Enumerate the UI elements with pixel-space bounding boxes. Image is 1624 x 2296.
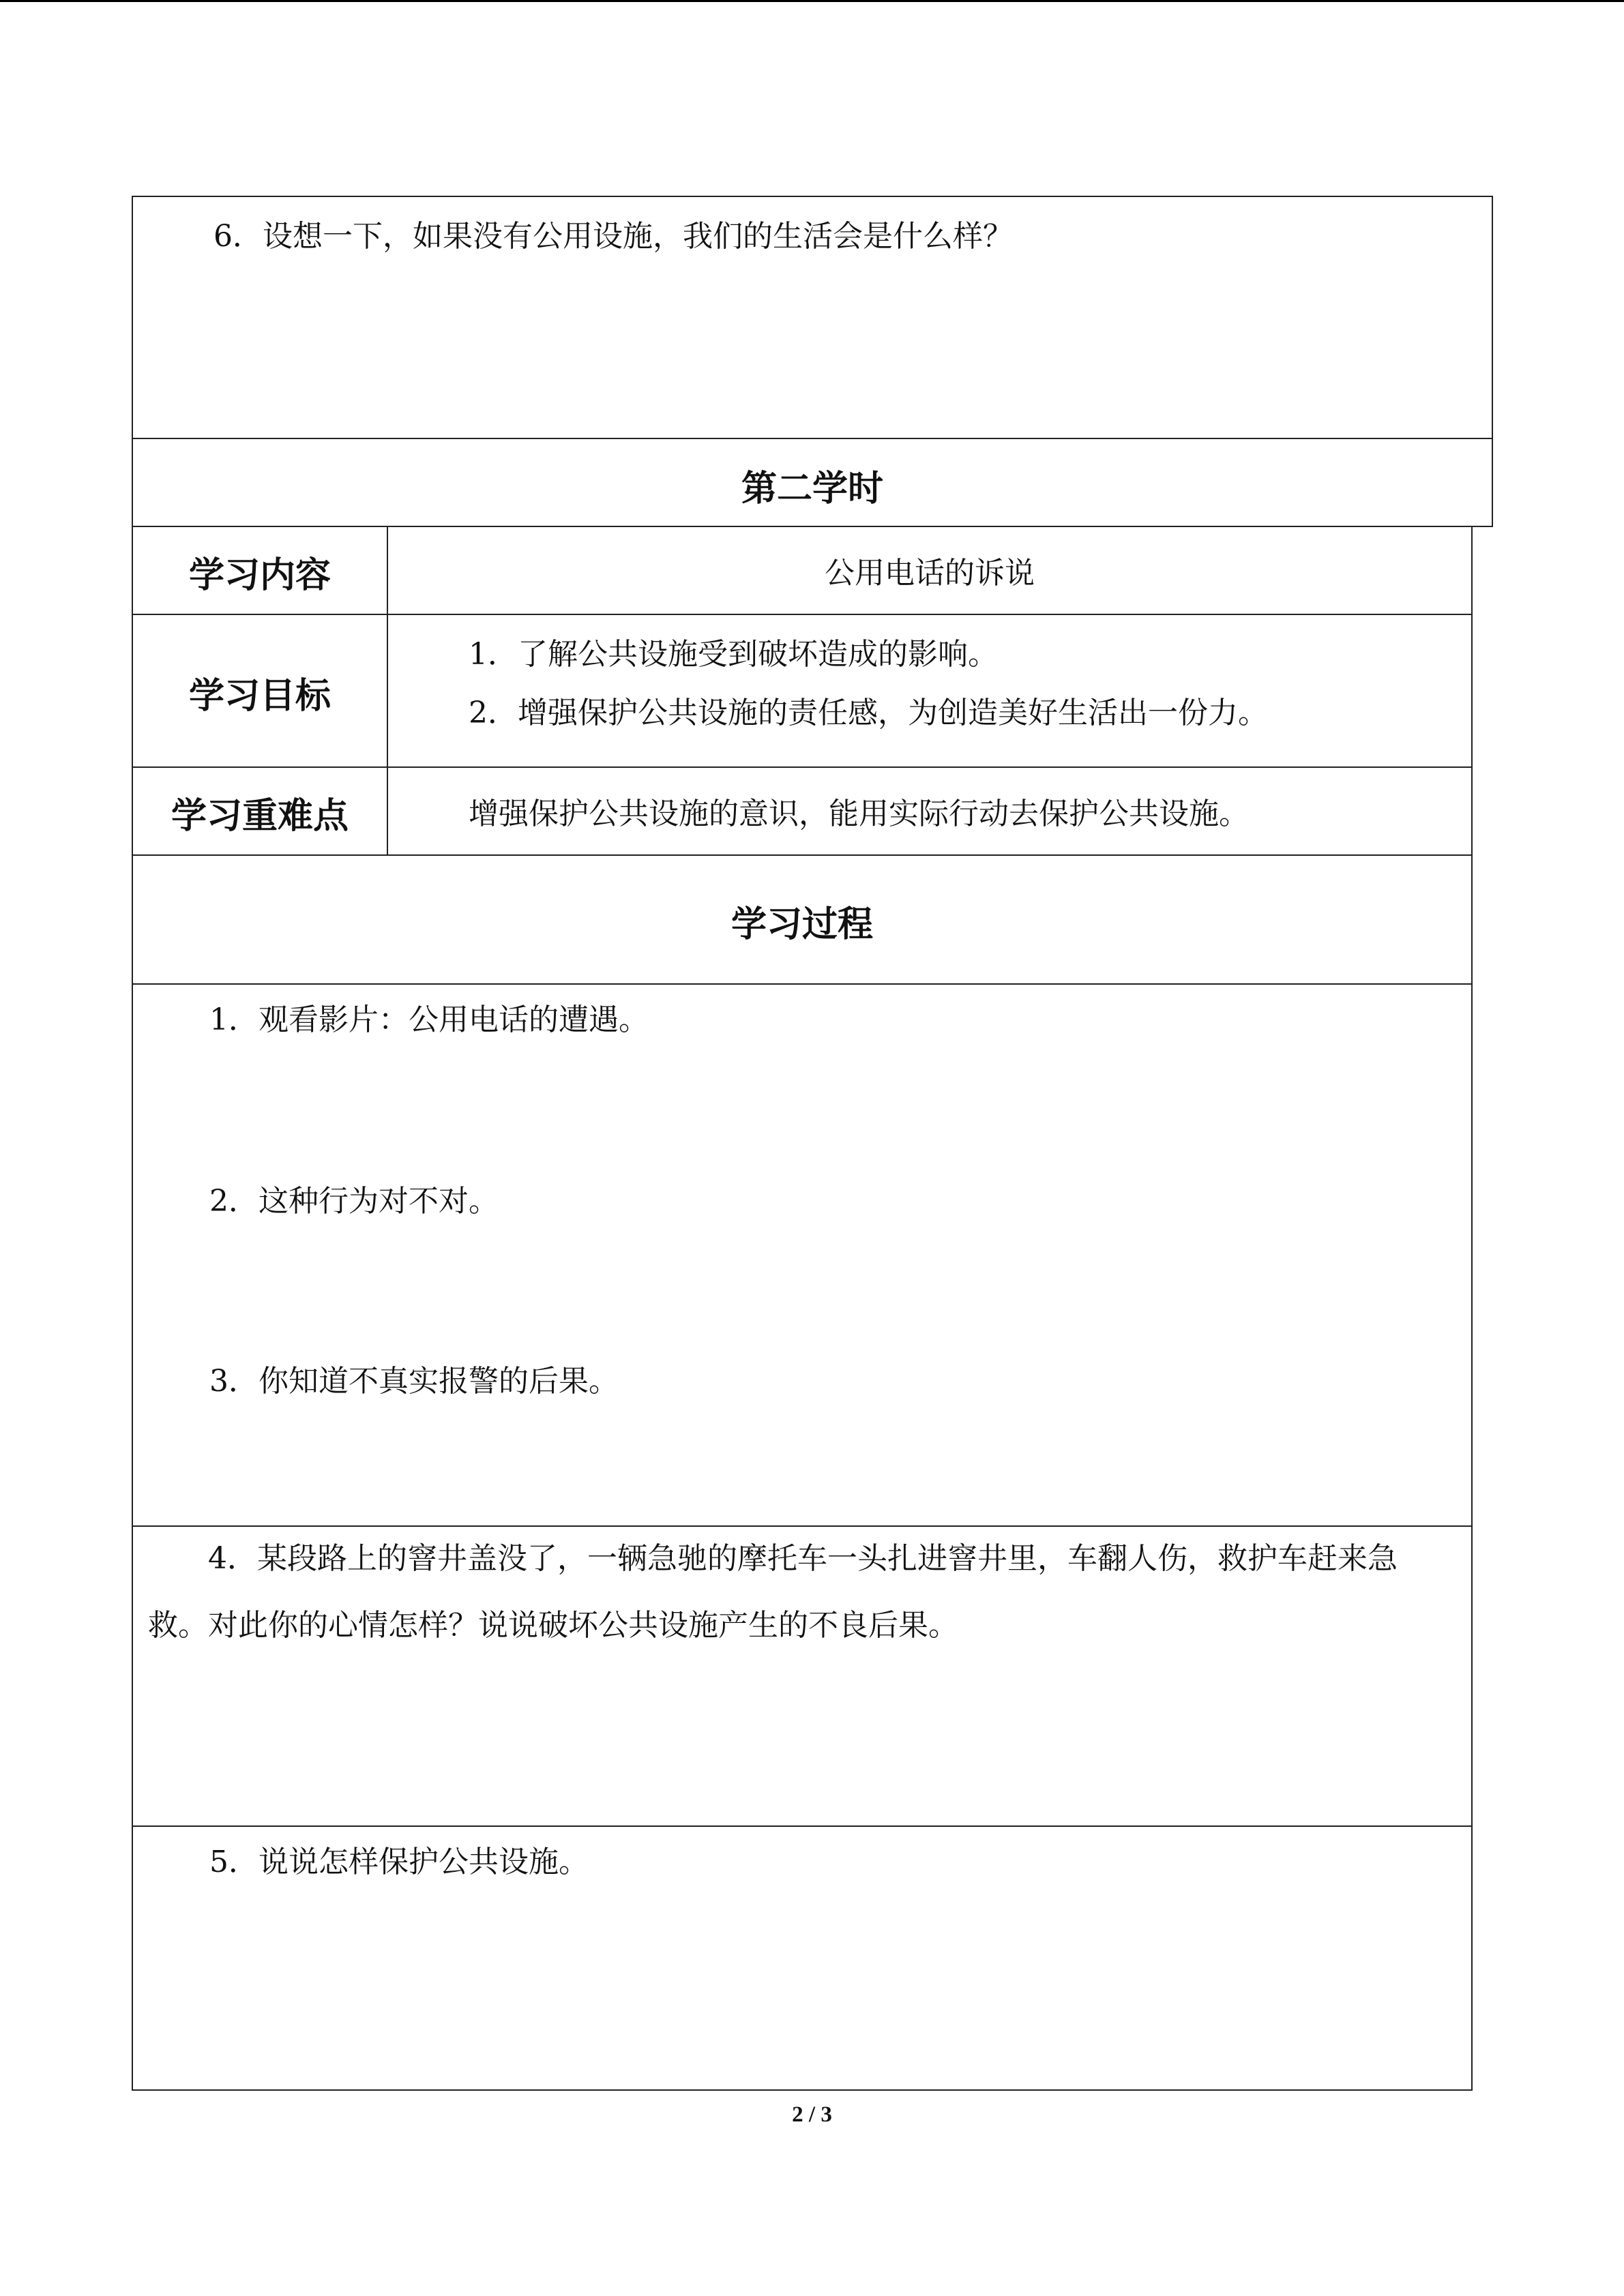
key-value-cell (387, 766, 1473, 856)
content-value-cell (387, 526, 1473, 615)
key-value: 增强保护公共设施的意识，能用实际行动去保护公共设施。 (469, 796, 1249, 831)
process-block-3 (132, 1825, 1473, 2091)
question6-cell (132, 196, 1493, 439)
process-item: 5．说说怎样保护公共设施。 (209, 1845, 589, 1879)
question6-text: 6．设想一下，如果没有公用设施，我们的生活会是什么样？ (213, 219, 1013, 254)
content-label-cell (132, 526, 388, 615)
process-block-2 (132, 1525, 1473, 1827)
content-label: 学习内容 (188, 555, 331, 596)
page-number: 2 / 3 (792, 2102, 832, 2127)
process-item: 3．你知道不真实报警的后果。 (209, 1364, 619, 1399)
goals-label-cell (132, 614, 388, 768)
process-item: 2．这种行为对不对。 (209, 1184, 499, 1219)
goal-item: 1．了解公共设施受到破坏造成的影响。 (469, 637, 998, 672)
process-item: 4．某段路上的窨井盖没了，一辆急驰的摩托车一头扎进窨井里，车翻人伤，救护车赶来急救。对此你的心情怎样？说说破坏公共设施产生的不良后果。 (148, 1541, 1398, 1643)
process-title-cell (132, 854, 1473, 985)
goals-value-cell (387, 614, 1473, 768)
section-title-cell (132, 438, 1493, 527)
goals-label: 学习目标 (188, 676, 331, 717)
process-item: 1．观看影片：公用电话的遭遇。 (209, 1002, 649, 1037)
key-label-cell (132, 766, 388, 856)
goal-item: 2．增强保护公共设施的责任感，为创造美好生活出一份力。 (469, 696, 1268, 730)
process-block-1 (132, 983, 1473, 1527)
process-title: 学习过程 (730, 904, 873, 945)
section-title: 第二学时 (741, 468, 883, 509)
page-top-border (0, 0, 1624, 2)
content-value: 公用电话的诉说 (825, 556, 1035, 591)
key-label: 学习重难点 (171, 796, 349, 837)
